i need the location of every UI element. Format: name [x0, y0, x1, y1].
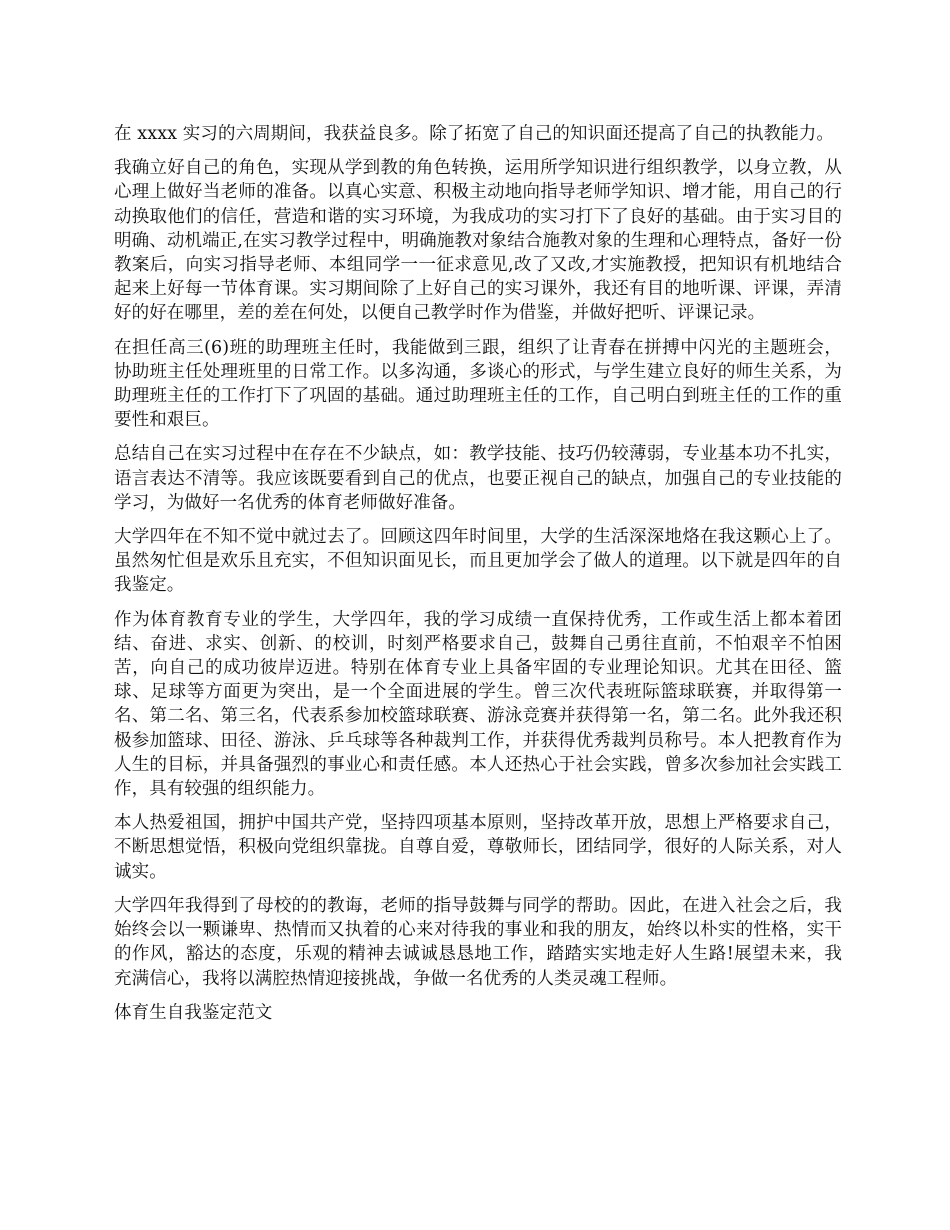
paragraph-political-character: 本人热爱祖国，拥护中国共产党，坚持四项基本原则，坚持改革开放，思想上严格要求自己，不断思想觉悟，积极向党组织靠拢。自尊自爱，尊敬师长，团结同学，很好的人际关系，对人诚实。: [114, 813, 842, 882]
paragraph-academic-achievements: 作为体育教育专业的学生，大学四年，我的学习成绩一直保持优秀，工作或生活上都本着团结、奋进、求实、创新、的校训，时刻严格要求自己，鼓舞自己勇往直前，不怕艰辛不怕困苦，向自己的成功彼岸迈进。特别在体育专业上具备牢固的专业理论知识。尤其在田径、篮球、足球等方面更为突出，是一个全面进展的学生。曾三次代表班际篮球联赛，并取得第一名、第二名、第三名，代表系参加校篮球联赛、游泳竞赛并获得第一名，第二名。此外我还积极参加篮球、田径、游泳、乒乓球等各种裁判工作，并获得优秀裁判员称号。本人把教育作为人生的目标，并具备强烈的事业心和责任感。本人还热心于社会实践，曾多次参加社会实践工作，具有较强的组织能力。: [114, 609, 842, 800]
document-body: [114, 122, 842, 1035]
paragraph-shortcomings: 总结自己在实习过程中在存在不少缺点，如：教学技能、技巧仍较薄弱，专业基本功不扎实，语言表达不清等。我应该既要看到自己的优点，也要正视自己的缺点，加强自己的专业技能的学习，为做好一名优秀的体育老师做好准备。: [114, 444, 842, 513]
paragraph-four-years-intro: 大学四年在不知不觉中就过去了。回顾这四年时间里，大学的生活深深地烙在我这颗心上了。虽然匆忙但是欢乐且充实，不但知识面见长，而且更加学会了做人的道理。以下就是四年的自我鉴定。: [114, 527, 842, 596]
paragraph-assistant-head-teacher: 在担任高三(6)班的助理班主任时，我能做到三跟，组织了让青春在拼搏中闪光的主题班会，协助班主任处理班里的日常工作。以多沟通，多谈心的形式，与学生建立良好的师生关系，为助理班主任的工作打下了巩固的基础。通过助理班主任的工作，自己明白到班主任的工作的重要性和艰巨。: [114, 337, 842, 431]
paragraph-teaching-role: 我确立好自己的角色，实现从学到教的角色转换，运用所学知识进行组织教学，以身立教，从心理上做好当老师的准备。以真心实意、积极主动地向指导老师学知识、增才能，用自己的行动换取他们的信任，营造和谐的实习环境，为我成功的实习打下了良好的基础。由于实习目的明确、动机端正,在实习教学过程中，明确施教对象结合施教对象的生理和心理特点，备好一份教案后，向实习指导老师、本组同学一一征求意见,改了又改,才实施教授，把知识有机地结合起来上好每一节体育课。实习期间除了上好自己的实习课外，我还有目的地听课、评课，弄清好的好在哪里，差的差在何处，以便自己教学时作为借鉴，并做好把听、评课记录。: [114, 158, 842, 324]
document-footer-title: 体育生自我鉴定范文: [114, 1002, 273, 1023]
paragraph-internship-summary: 在 xxxx 实习的六周期间，我获益良多。除了拓宽了自己的知识面还提高了自己的执教能力。: [114, 124, 834, 144]
paragraph-outlook: 大学四年我得到了母校的的教诲，老师的指导鼓舞与同学的帮助。因此，在进入社会之后，我始终会以一颗谦卑、热情而又执着的心来对待我的事业和我的朋友，始终以朴实的性格，实干的作风，豁达的态度，乐观的精神去诚诚恳恳地工作，踏踏实实地走好人生路!展望未来，我充满信心，我将以满腔热情迎接挑战，争做一名优秀的人类灵魂工程师。: [114, 895, 842, 989]
